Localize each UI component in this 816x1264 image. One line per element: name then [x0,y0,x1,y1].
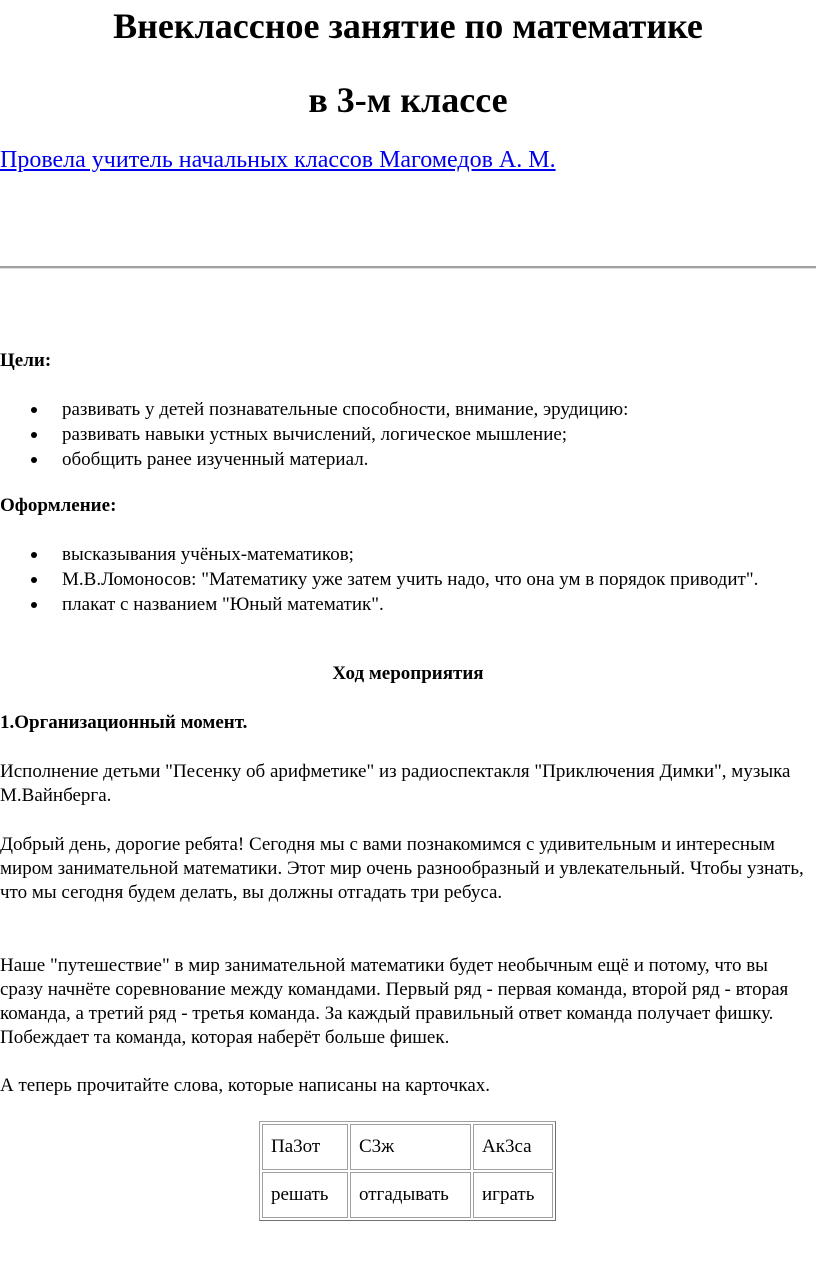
bullet-icon [31,577,37,583]
author-link[interactable]: Провела учитель начальных классов Магомедов А. М. [0,147,556,173]
list-item-text: М.В.Ломоносов: "Математику уже затем учить надо, что она ум в порядок приводит". [62,569,759,590]
bullet-icon [31,552,37,558]
list-item [0,542,780,567]
table-cell: решать [262,1172,348,1218]
design-heading: Оформление: [0,495,117,516]
paragraph-cards-intro: А теперь прочитайте слова, которые написаны на карточках. [0,1075,491,1096]
list-item [0,447,780,472]
bullet-icon [31,407,37,413]
cards-table [259,1121,556,1221]
bullet-icon [31,602,37,608]
list-item-text: обобщить ранее изученный материал. [62,449,369,470]
page-title-line-1: Внеклассное занятие по математике [113,6,703,46]
page-title-line-2: в 3-м классе [308,80,508,120]
table-row [262,1124,553,1170]
paragraph-greeting: Добрый день, дорогие ребята! Сегодня мы с вами познакомимся с удивительным и интересным миром занимательной математики. Этот мир очень разнообразный и увлекательный. Чтобы узнать, что мы сегодня будем делать, вы должны отгадать три ребуса. [0,834,804,903]
list-item-text: высказывания учёных-математиков; [62,544,354,565]
table-cell: Ак3са [473,1124,553,1170]
table-cell: отгадывать [350,1172,471,1218]
list-item-text: развивать у детей познавательные способности, внимание, эрудицию: [62,399,629,420]
table-cell: играть [473,1172,553,1218]
table-row [262,1172,553,1218]
list-item-text: развивать навыки устных вычислений, логическое мышление; [62,424,568,445]
list-item [0,592,780,617]
table-cell: Па3от [262,1124,348,1170]
paragraph-song: Исполнение детьми "Песенку об арифметике" из радиоспектакля "Приключения Димки", музыка М.Вайнберга. [0,761,791,806]
bullet-icon [31,432,37,438]
list-item [0,422,780,447]
list-item [0,397,780,422]
section-1-heading: 1.Организационный момент. [0,712,248,733]
horizontal-divider [0,266,816,269]
paragraph-competition: Наше "путешествие" в мир занимательной математики будет необычным ещё и потому, что вы сразу начнёте соревнование между командами. Первый ряд - первая команда, второй ряд - вторая команда, а третий ряд - третья команда. За каждый правильный ответ команда получает фишку. Побеждает та команда, которая наберёт больше фишек. [0,955,789,1048]
list-item-text: плакат с названием "Юный математик". [62,594,384,615]
bullet-icon [31,457,37,463]
list-item [0,567,780,592]
goals-heading: Цели: [0,350,52,371]
goals-list [0,397,780,472]
event-heading: Ход мероприятия [332,663,484,684]
design-list [0,542,780,617]
table-cell: С3ж [350,1124,471,1170]
